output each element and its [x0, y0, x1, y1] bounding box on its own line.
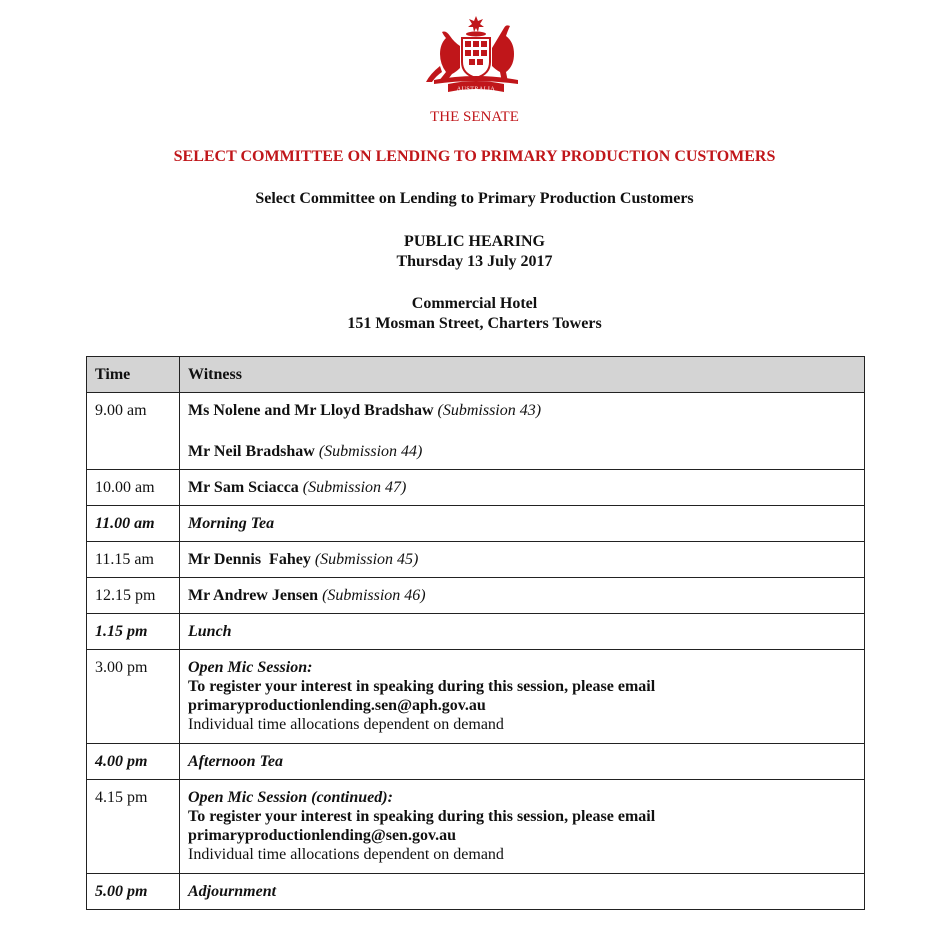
table-row	[87, 614, 865, 650]
submission-ref: (Submission 47)	[302, 479, 407, 496]
venue-name: Commercial Hotel	[411, 295, 538, 312]
submission-ref: (Submission 45)	[314, 551, 419, 568]
break-cell: Afternoon Tea	[180, 744, 865, 780]
submission-ref: (Submission 46)	[322, 587, 426, 604]
senate-heading: THE SENATE	[430, 109, 519, 125]
schedule-table	[86, 356, 865, 910]
witness-name: Ms Nolene and Mr Lloyd Bradshaw	[188, 402, 434, 419]
table-row	[87, 650, 865, 744]
witness-cell	[180, 542, 865, 578]
star-icon	[468, 16, 484, 32]
time-cell: 10.00 am	[87, 470, 180, 506]
witness-name: Mr Neil Bradshaw	[188, 443, 315, 460]
submission-ref: (Submission 43)	[437, 402, 542, 419]
committee-title: Select Committee on Lending to Primary Production Customers	[255, 190, 694, 207]
session-title: Open Mic Session (continued):	[188, 789, 393, 806]
break-cell: Lunch	[180, 614, 865, 650]
time-cell: 1.15 pm	[87, 614, 180, 650]
witness-cell	[180, 578, 865, 614]
hearing-date: Thursday 13 July 2017	[396, 253, 553, 270]
time-cell: 11.00 am	[87, 506, 180, 542]
table-row	[87, 470, 865, 506]
allocation-note: Individual time allocations dependent on demand	[188, 846, 504, 863]
hearing-info	[0, 232, 949, 272]
witness-name: Mr Andrew Jensen	[188, 587, 319, 604]
witness-name: Mr Sam Sciacca	[188, 479, 299, 496]
table-row	[87, 393, 865, 470]
witness-cell	[180, 393, 865, 470]
column-header-witness: Witness	[180, 357, 865, 393]
kangaroo-icon	[438, 32, 460, 83]
register-email: primaryproductionlending@sen.gov.au	[188, 827, 456, 844]
submission-ref: (Submission 44)	[318, 443, 423, 460]
register-instructions: To register your interest in speaking during this session, please email	[188, 678, 656, 695]
emu-icon	[492, 25, 514, 82]
allocation-note: Individual time allocations dependent on demand	[188, 716, 504, 733]
time-cell: 9.00 am	[87, 393, 180, 470]
table-row	[87, 542, 865, 578]
time-cell: 4.15 pm	[87, 780, 180, 874]
table-row	[87, 506, 865, 542]
table-row	[87, 578, 865, 614]
venue-info	[0, 294, 949, 334]
session-cell	[180, 650, 865, 744]
crest-label: AUSTRALIA	[456, 86, 496, 93]
witness-cell	[180, 470, 865, 506]
time-cell: 4.00 pm	[87, 744, 180, 780]
register-instructions: To register your interest in speaking during this session, please email	[188, 808, 656, 825]
time-cell: 5.00 pm	[87, 874, 180, 910]
table-header-row	[87, 357, 865, 393]
table-row	[87, 744, 865, 780]
venue-address: 151 Mosman Street, Charters Towers	[347, 315, 602, 332]
time-cell: 12.15 pm	[87, 578, 180, 614]
register-email: primaryproductionlending.sen@aph.gov.au	[188, 697, 486, 714]
table-row	[87, 874, 865, 910]
time-cell: 3.00 pm	[87, 650, 180, 744]
committee-title-caps: SELECT COMMITTEE ON LENDING TO PRIMARY PRODUCTION CUSTOMERS	[173, 148, 776, 165]
table-row	[87, 780, 865, 874]
witness-name: Mr Dennis Fahey	[188, 551, 311, 568]
session-title: Open Mic Session:	[188, 659, 313, 676]
session-cell	[180, 780, 865, 874]
coat-of-arms-crest	[424, 16, 528, 96]
break-cell: Adjournment	[180, 874, 865, 910]
break-cell: Morning Tea	[180, 506, 865, 542]
time-cell: 11.15 am	[87, 542, 180, 578]
hearing-type: PUBLIC HEARING	[404, 233, 545, 250]
column-header-time: Time	[87, 357, 180, 393]
